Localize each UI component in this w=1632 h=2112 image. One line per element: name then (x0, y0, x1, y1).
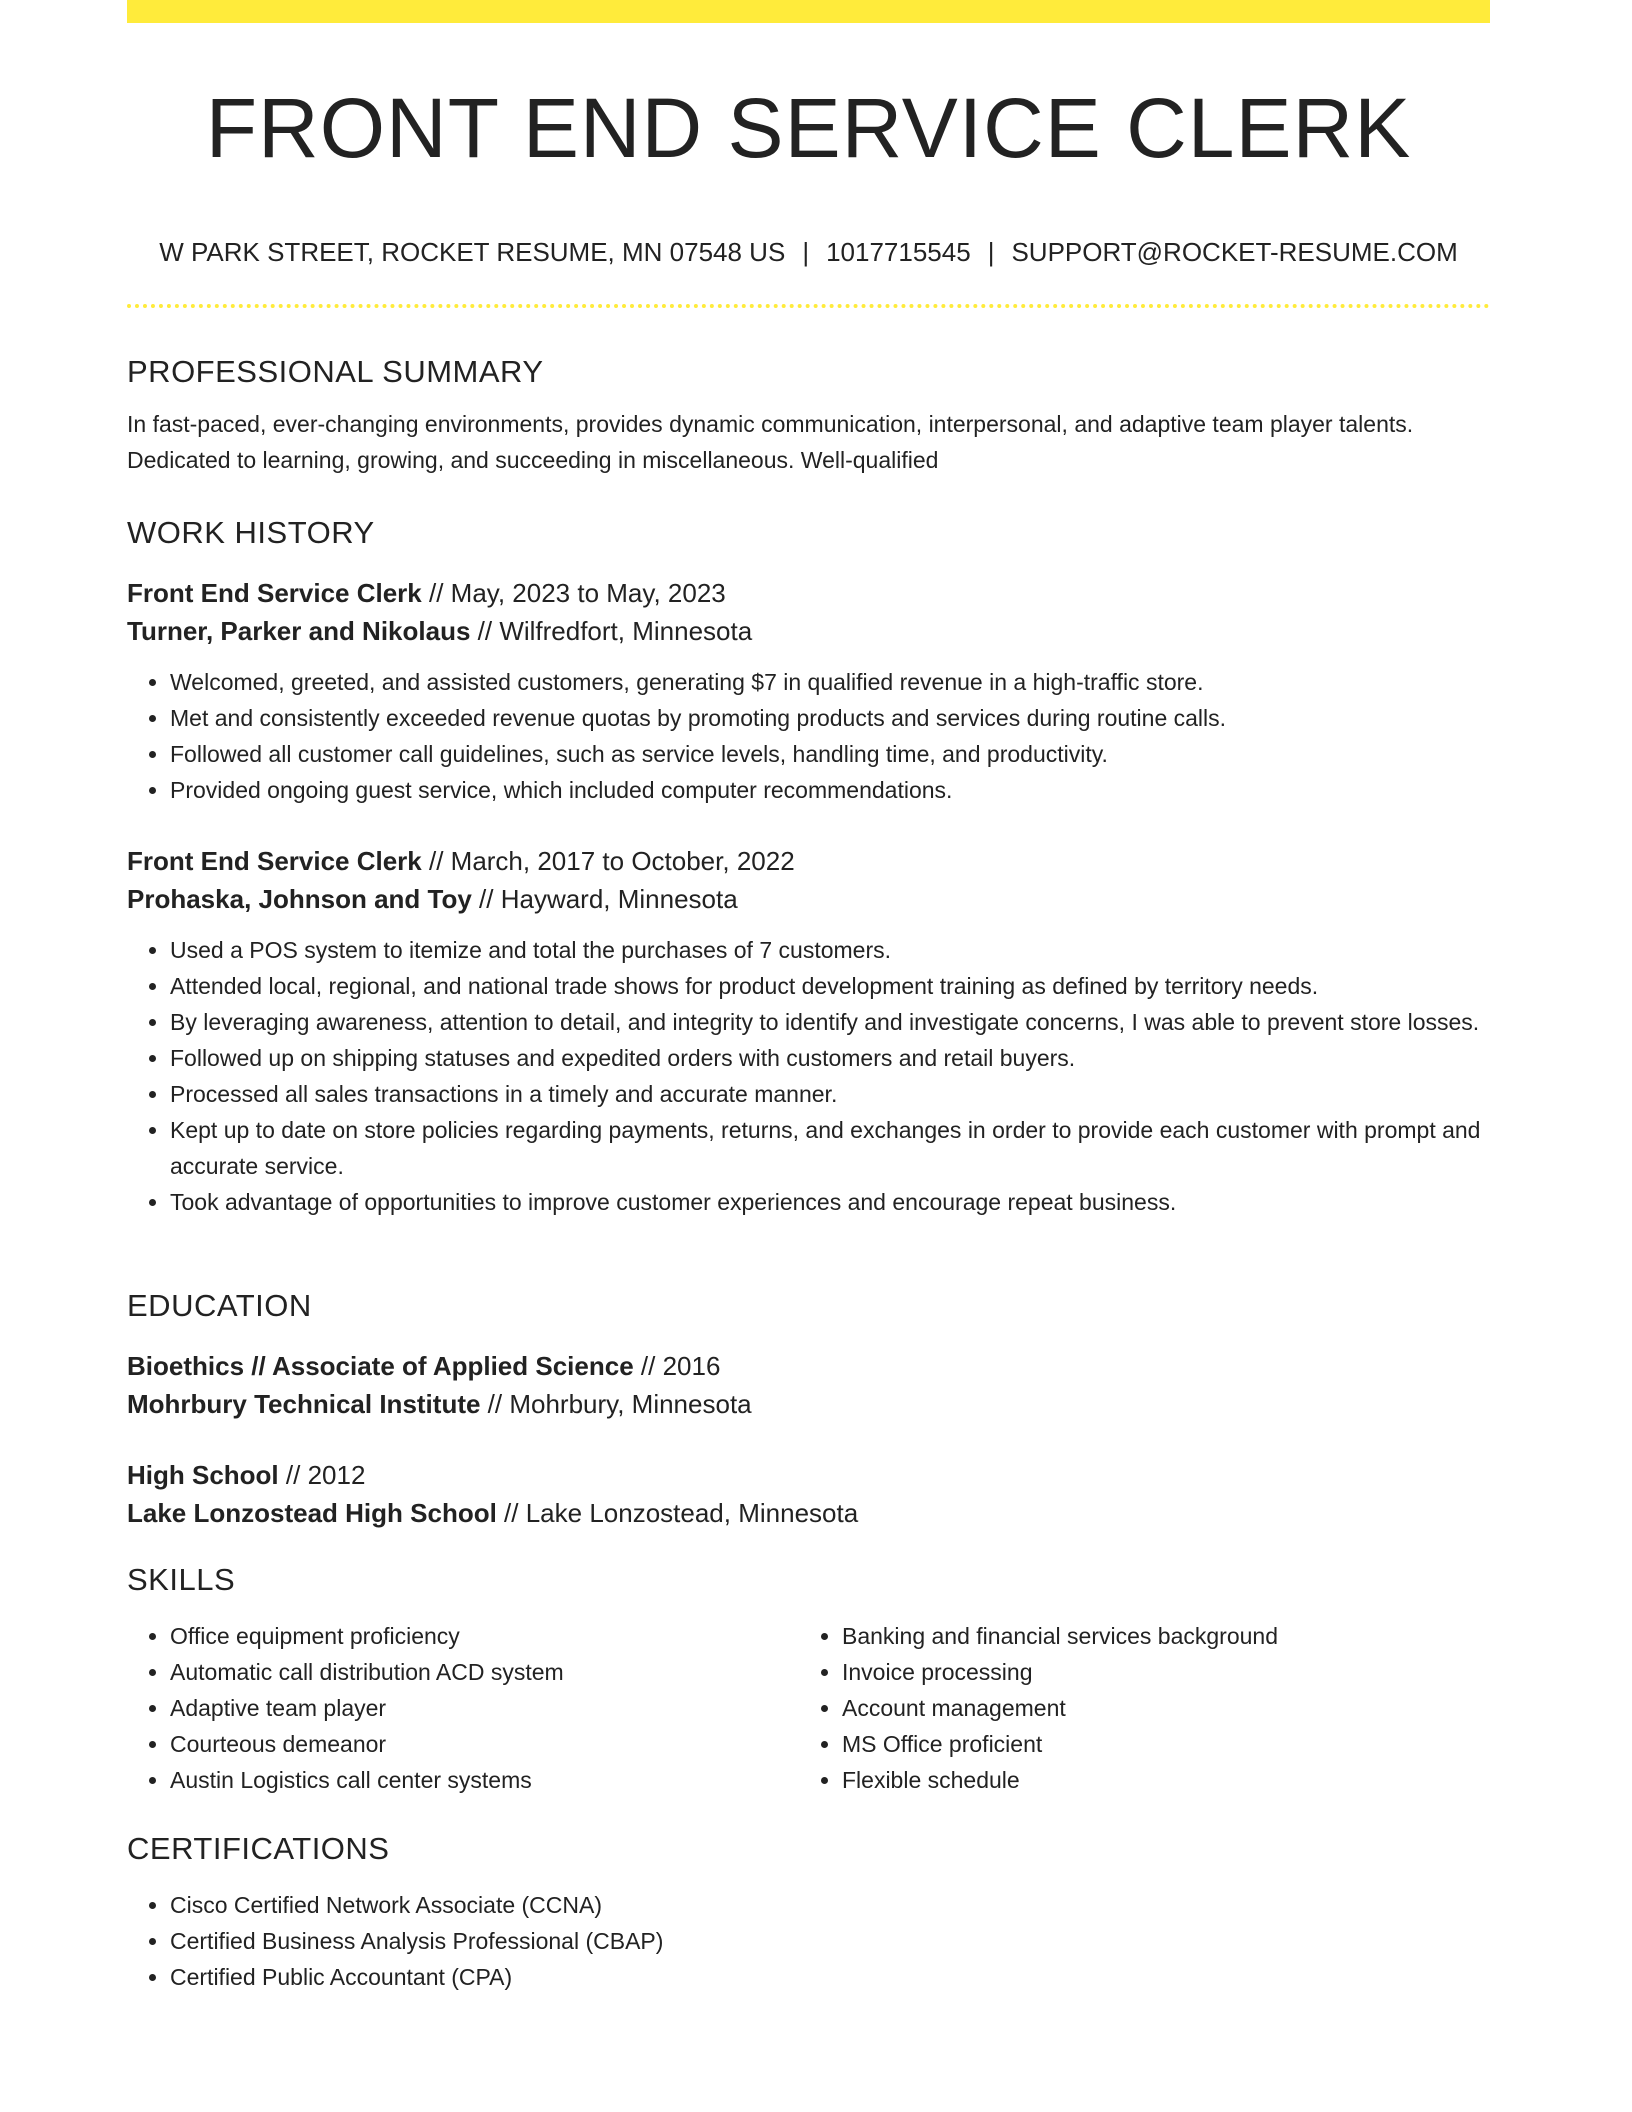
contact-address: W PARK STREET, ROCKET RESUME, MN 07548 US (159, 237, 786, 267)
section-title-skills: SKILLS (127, 1562, 236, 1597)
job-bullet: • Used a POS system to itemize and total the purchases of 7 customers. (170, 932, 1490, 968)
skill-item: • Account management (842, 1690, 1471, 1726)
job-entry (127, 574, 1490, 808)
job-company-line (127, 612, 1490, 650)
contact-separator: | (987, 237, 995, 267)
job-bullet: • Attended local, regional, and national trade shows for product development training as defined by territory needs. (170, 968, 1490, 1004)
education-school-line (127, 1494, 1490, 1532)
job-bullet: • Met and consistently exceeded revenue quotas by promoting products and services during routine calls. (170, 700, 1490, 736)
job-title-line (127, 574, 1490, 612)
certifications-list (127, 1887, 1490, 1995)
section-title-summary: PROFESSIONAL SUMMARY (127, 354, 544, 389)
section-title-certifications: CERTIFICATIONS (127, 1831, 390, 1866)
job-role: Front End Service Clerk (127, 846, 422, 876)
job-bullet: • Took advantage of opportunities to improve customer experiences and encourage repeat business. (170, 1184, 1490, 1220)
job-title-line (127, 842, 1490, 880)
contact-separator: | (802, 237, 810, 267)
certification-item: • Certified Public Accountant (CPA) (170, 1959, 1490, 1995)
job-bullets (127, 664, 1490, 808)
skill-item: • Courteous demeanor (170, 1726, 799, 1762)
skill-item: • MS Office proficient (842, 1726, 1471, 1762)
summary-section (127, 352, 1490, 478)
job-company: Turner, Parker and Nikolaus (127, 616, 471, 646)
contact-line (127, 234, 1490, 270)
skill-item: • Automatic call distribution ACD system (170, 1654, 799, 1690)
skills-section (127, 1560, 1490, 1798)
education-location: // Lake Lonzostead, Minnesota (496, 1498, 859, 1528)
job-bullet: • Followed all customer call guidelines, such as service levels, handling time, and productivity. (170, 736, 1490, 772)
job-bullet: • Welcomed, greeted, and assisted customers, generating $7 in qualified revenue in a high-traffic store. (170, 664, 1490, 700)
skill-item: • Adaptive team player (170, 1690, 799, 1726)
certification-item: • Cisco Certified Network Associate (CCNA) (170, 1887, 1490, 1923)
job-dates: // March, 2017 to October, 2022 (421, 846, 795, 876)
skills-column-left (127, 1618, 799, 1798)
contact-email: SUPPORT@ROCKET-RESUME.COM (1011, 237, 1458, 267)
job-company: Prohaska, Johnson and Toy (127, 884, 472, 914)
certification-item: • Certified Business Analysis Professional (CBAP) (170, 1923, 1490, 1959)
education-school: Lake Lonzostead High School (127, 1498, 497, 1528)
skills-grid (127, 1618, 1490, 1798)
education-school: Mohrbury Technical Institute (127, 1389, 481, 1419)
skill-item: • Flexible schedule (842, 1762, 1471, 1798)
job-company-line (127, 880, 1490, 918)
section-title-education: EDUCATION (127, 1288, 312, 1323)
job-bullet: • Kept up to date on store policies regarding payments, returns, and exchanges in order to provide each customer with prompt and accurate service. (170, 1112, 1490, 1184)
job-bullet: • Followed up on shipping statuses and expedited orders with customers and retail buyers. (170, 1040, 1490, 1076)
contact-phone: 1017715545 (826, 237, 971, 267)
education-year: // 2012 (278, 1460, 366, 1490)
work-history-section (127, 513, 1490, 553)
education-entry (127, 1456, 1490, 1532)
job-dates: // May, 2023 to May, 2023 (421, 578, 726, 608)
job-location: // Wilfredfort, Minnesota (470, 616, 753, 646)
section-title-work-history: WORK HISTORY (127, 515, 375, 550)
skill-item: • Invoice processing (842, 1654, 1471, 1690)
education-school-line (127, 1385, 1490, 1423)
education-section (127, 1286, 1490, 1326)
job-bullet: • Processed all sales transactions in a timely and accurate manner. (170, 1076, 1490, 1112)
education-entry (127, 1347, 1490, 1423)
summary-text: In fast-paced, ever-changing environments, provides dynamic communication, interpersonal, and adaptive team player talents. Dedicated to learning, growing, and succeeding in miscellaneous. Well-qualified (127, 411, 1414, 473)
education-degree: Bioethics // Associate of Applied Science (127, 1351, 634, 1381)
skills-column-right (799, 1618, 1471, 1798)
education-degree: High School (127, 1460, 279, 1490)
education-location: // Mohrbury, Minnesota (480, 1389, 752, 1419)
skill-item: • Office equipment proficiency (170, 1618, 799, 1654)
job-role: Front End Service Clerk (127, 578, 422, 608)
skill-item: • Austin Logistics call center systems (170, 1762, 799, 1798)
resume-name: FRONT END SERVICE CLERK (205, 81, 1412, 175)
top-accent-bar (127, 0, 1490, 23)
education-year: // 2016 (633, 1351, 721, 1381)
job-location: // Hayward, Minnesota (471, 884, 738, 914)
job-bullet: • Provided ongoing guest service, which included computer recommendations. (170, 772, 1490, 808)
job-bullets (127, 932, 1490, 1220)
education-degree-line (127, 1347, 1490, 1385)
education-degree-line (127, 1456, 1490, 1494)
skill-item: • Banking and financial services background (842, 1618, 1471, 1654)
header-divider (127, 304, 1490, 308)
job-entry (127, 842, 1490, 1220)
certifications-section (127, 1829, 1490, 1995)
job-bullet: • By leveraging awareness, attention to detail, and integrity to identify and investigate concerns, I was able to prevent store losses. (170, 1004, 1490, 1040)
